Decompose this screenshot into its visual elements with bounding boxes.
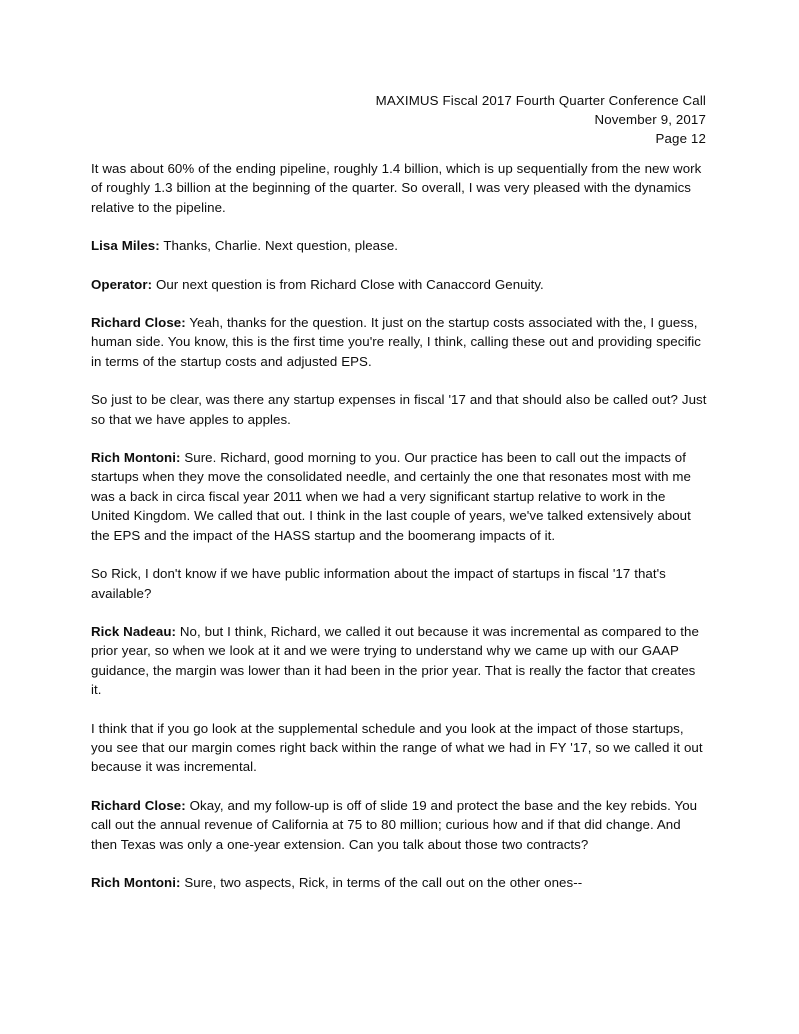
- paragraph-text: No, but I think, Richard, we called it out because it was incremental as compared to the prior year, so when we look at it and we were trying to understand why we came up with our GAAP guidance, the margin was lower than it had been in the prior year. That is really the factor that creates it.: [91, 623, 699, 698]
- transcript-paragraph-speaker: [91, 313, 707, 371]
- header-title-line: MAXIMUS Fiscal 2017 Fourth Quarter Conference Call: [375, 93, 706, 108]
- speaker-name: Rich Montoni:: [91, 874, 181, 890]
- speaker-name: Rich Montoni:: [91, 450, 181, 466]
- paragraph-text: So just to be clear, was there any startup expenses in fiscal '17 and that should also be called out? Just so that we have apples to apples.: [91, 392, 707, 427]
- paragraph-text: I think that if you go look at the supplemental schedule and you look at the impact of those startups, you see that our margin comes right back within the range of what we had in FY '17, so we called it out because it was incremental.: [91, 720, 703, 775]
- paragraph-text: Yeah, thanks for the question. It just on the startup costs associated with the, I guess, human side. You know, this is the first time you're really, I think, calling these out and providing specific in terms of the startup costs and adjusted EPS.: [91, 315, 701, 369]
- paragraph-text: Thanks, Charlie. Next question, please.: [159, 238, 399, 254]
- paragraph-text: So Rick, I don't know if we have public information about the impact of startups in fiscal '17 that's available?: [91, 566, 666, 601]
- transcript-paragraph-speaker: [91, 275, 707, 294]
- transcript-paragraph: [91, 719, 707, 777]
- transcript-paragraph: [91, 159, 707, 217]
- speaker-name: Operator:: [91, 276, 153, 292]
- paragraph-text: Okay, and my follow-up is off of slide 19 and protect the base and the key rebids. You call out the annual revenue of California at 75 to 80 million; curious how and if that did change. And then Texas was only a one-year extension. Can you talk about those two contracts?: [91, 797, 698, 852]
- transcript-body: [91, 159, 707, 892]
- header-date-line: November 9, 2017: [594, 112, 706, 128]
- speaker-name: Rick Nadeau:: [91, 623, 177, 639]
- page-header: [91, 91, 706, 149]
- speaker-name: Lisa Miles:: [91, 238, 160, 254]
- header-page-number: Page 12: [655, 131, 706, 147]
- transcript-paragraph: [91, 564, 707, 603]
- speaker-name: Richard Close:: [91, 797, 186, 813]
- transcript-paragraph-speaker: [91, 236, 707, 255]
- transcript-paragraph-speaker: [91, 622, 707, 700]
- paragraph-text: It was about 60% of the ending pipeline, roughly 1.4 billion, which is up sequentially from the new work of roughly 1.3 billion at the beginning of the quarter. So overall, I was very pleased with the dynamics relative to the pipeline.: [91, 161, 702, 215]
- paragraph-text: Sure, two aspects, Rick, in terms of the call out on the other ones--: [180, 874, 583, 890]
- paragraph-text: Our next question is from Richard Close with Canaccord Genuity.: [152, 276, 544, 292]
- paragraph-text: Sure. Richard, good morning to you. Our practice has been to call out the impacts of startups when they move the consolidated needle, and certainly the one that resonates most with me was a back in circa fiscal year 2011 when we had a very significant startup relative to work in the United Kingdom. We called that out. I think in the last couple of years, we've talked extensively about the EPS and the impact of the HASS startup and the boomerang impacts of it.: [91, 450, 692, 543]
- speaker-name: Richard Close:: [91, 315, 186, 331]
- transcript-paragraph-speaker: [91, 873, 707, 892]
- transcript-paragraph: [91, 390, 707, 429]
- transcript-paragraph-speaker: [91, 796, 707, 854]
- transcript-paragraph-speaker: [91, 448, 707, 545]
